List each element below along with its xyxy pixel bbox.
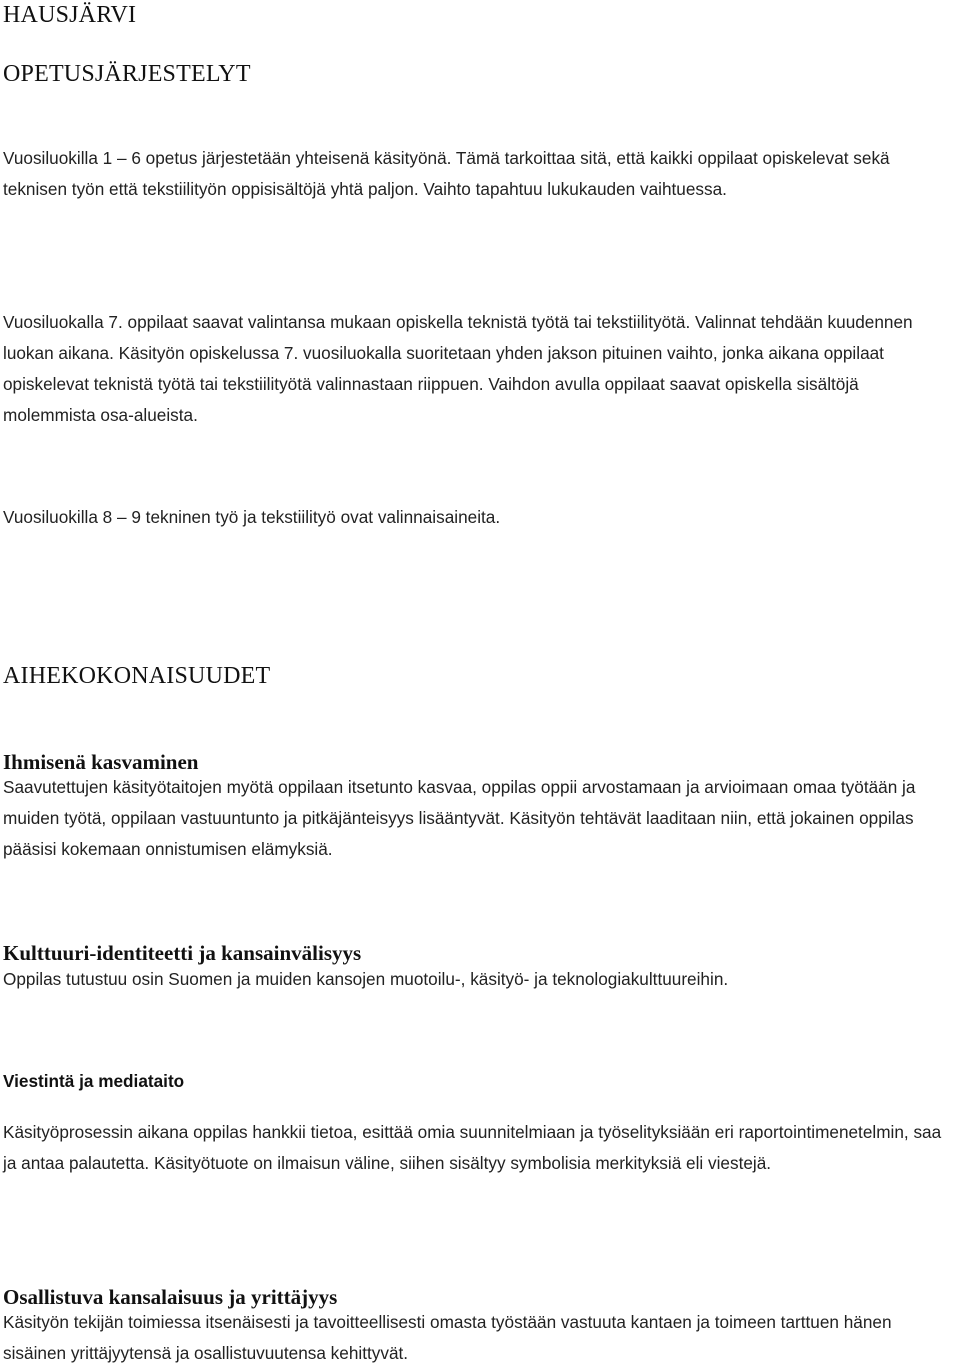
document-title: HAUSJÄRVI xyxy=(3,2,137,28)
heading-kulttuuri-identiteetti: Kulttuuri-identiteetti ja kansainvälisyys xyxy=(3,941,362,965)
paragraph-ihmisena-kasvaminen: Saavutettujen käsityötaitojen myötä oppilaan itsetunto kasvaa, oppilas oppii arvostamaan ja arvioimaan omaa työtään ja muiden työtä, oppilaan vastuuntunto ja pitkäjänteisyys lisääntyvät. Käsityön tehtävät laaditaan niin, että jokainen oppilas pääsisi kokemaan onnistumisen elämyksiä. xyxy=(3,777,916,859)
paragraph-grade-7: Vuosiluokalla 7. oppilaat saavat valintansa mukaan opiskella teknistä työtä tai tekstiilityötä. Valinnat tehdään kuudennen luokan aikana. Käsityön opiskelussa 7. vuosiluokalla suoritetaan yhden jakson pituinen vaihto, jonka aikana oppilaat opiskelevat teknistä työtä tai tekstiilityötä valinnastaan riippuen. Vaihdon avulla oppilaat saavat opiskella sisältöjä molemmista osa-alueista. xyxy=(3,312,913,425)
paragraph-kulttuuri-identiteetti: Oppilas tutustuu osin Suomen ja muiden kansojen muotoilu-, käsityö- ja teknologiakulttuureihin. xyxy=(3,969,729,989)
section-heading-aihekokonaisuudet: AIHEKOKONAISUUDET xyxy=(3,663,271,689)
paragraph-osallistuva-kansalaisuus: Käsityön tekijän toimiessa itsenäisesti ja tavoitteellisesti omasta työstään vastuuta kantaen ja toimeen tarttuen hänen sisäinen yrittäjyytensä ja osallistuvuutensa kehittyvät. xyxy=(3,1312,892,1363)
section-heading-opetusjarjestelyt: OPETUSJÄRJESTELYT xyxy=(3,61,251,87)
paragraph-grades-1-6: Vuosiluokilla 1 – 6 opetus järjestetään yhteisenä käsityönä. Tämä tarkoittaa sitä, että kaikki oppilaat opiskelevat sekä teknisen työn että tekstiilityön oppisisältöjä yhtä paljon. Vaihto tapahtuu lukukauden vaihtuessa. xyxy=(3,148,890,199)
paragraph-viestinta-ja-mediataito: Käsityöprosessin aikana oppilas hankkii tietoa, esittää omia suunnitelmiaan ja työselityksiään eri raportointimenetelmin, saa ja antaa palautetta. Käsityötuote on ilmaisun väline, siihen sisältyy symbolisia merkityksiä eli viestejä. xyxy=(3,1122,942,1173)
heading-ihmisena-kasvaminen: Ihmisenä kasvaminen xyxy=(3,750,199,774)
heading-osallistuva-kansalaisuus: Osallistuva kansalaisuus ja yrittäjyys xyxy=(3,1285,338,1309)
heading-viestinta-ja-mediataito: Viestintä ja mediataito xyxy=(3,1071,185,1091)
paragraph-grades-8-9: Vuosiluokilla 8 – 9 tekninen työ ja tekstiilityö ovat valinnaisaineita. xyxy=(3,507,501,527)
